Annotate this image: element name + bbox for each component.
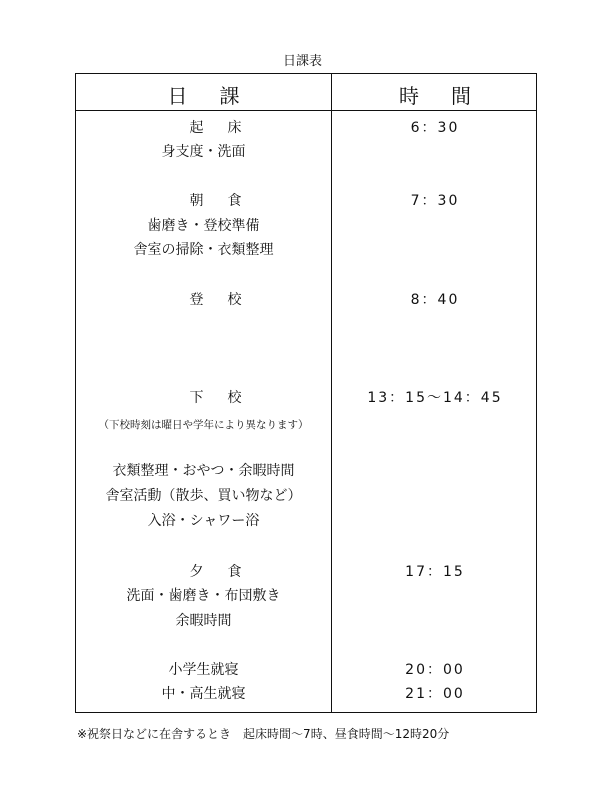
time-bed-elem: 20：00 (405, 662, 465, 678)
time-breakfast: 7：30 (410, 193, 460, 209)
time-return-school: 13：15〜14：45 (367, 390, 503, 406)
row-after1: 衣類整理・おやつ・余暇時間 (112, 463, 295, 479)
row-breakfast: 朝食 (189, 193, 266, 209)
row-free: 余暇時間 (175, 613, 232, 629)
page-title: 日課表 (282, 54, 322, 69)
row-bed-mid: 中・高生就寝 (161, 686, 246, 702)
header-schedule: 日課 (167, 84, 272, 108)
row-return-school: 下校 (189, 390, 266, 406)
row-wake: 起床 (189, 120, 266, 136)
row-wash-dress: 身支度・洗面 (161, 144, 246, 160)
schedule-table (75, 73, 537, 713)
row-evening: 洗面・歯磨き・布団敷き (126, 588, 281, 604)
time-dinner: 17：15 (405, 564, 465, 580)
row-after2: 舎室活動（散歩、買い物など） (105, 488, 302, 504)
row-cleaning: 舎室の掃除・衣類整理 (133, 242, 274, 258)
row-go-school: 登校 (189, 292, 266, 308)
row-return-note: （下校時刻は曜日や学年により異なります） (98, 419, 309, 431)
header-divider (76, 110, 536, 111)
time-go-school: 8：40 (410, 292, 460, 308)
row-dinner: 夕食 (189, 564, 266, 580)
time-wake: 6：30 (410, 120, 460, 136)
footnote: ※祝祭日などに在舎するとき 起床時間〜7時、昼食時間〜12時20分 (77, 727, 450, 741)
time-bed-mid: 21：00 (405, 686, 465, 702)
row-bed-elem: 小学生就寝 (168, 662, 239, 678)
row-bath: 入浴・シャワー浴 (147, 513, 260, 529)
row-brush-prep: 歯磨き・登校準備 (147, 218, 260, 234)
header-time: 時間 (399, 84, 503, 108)
